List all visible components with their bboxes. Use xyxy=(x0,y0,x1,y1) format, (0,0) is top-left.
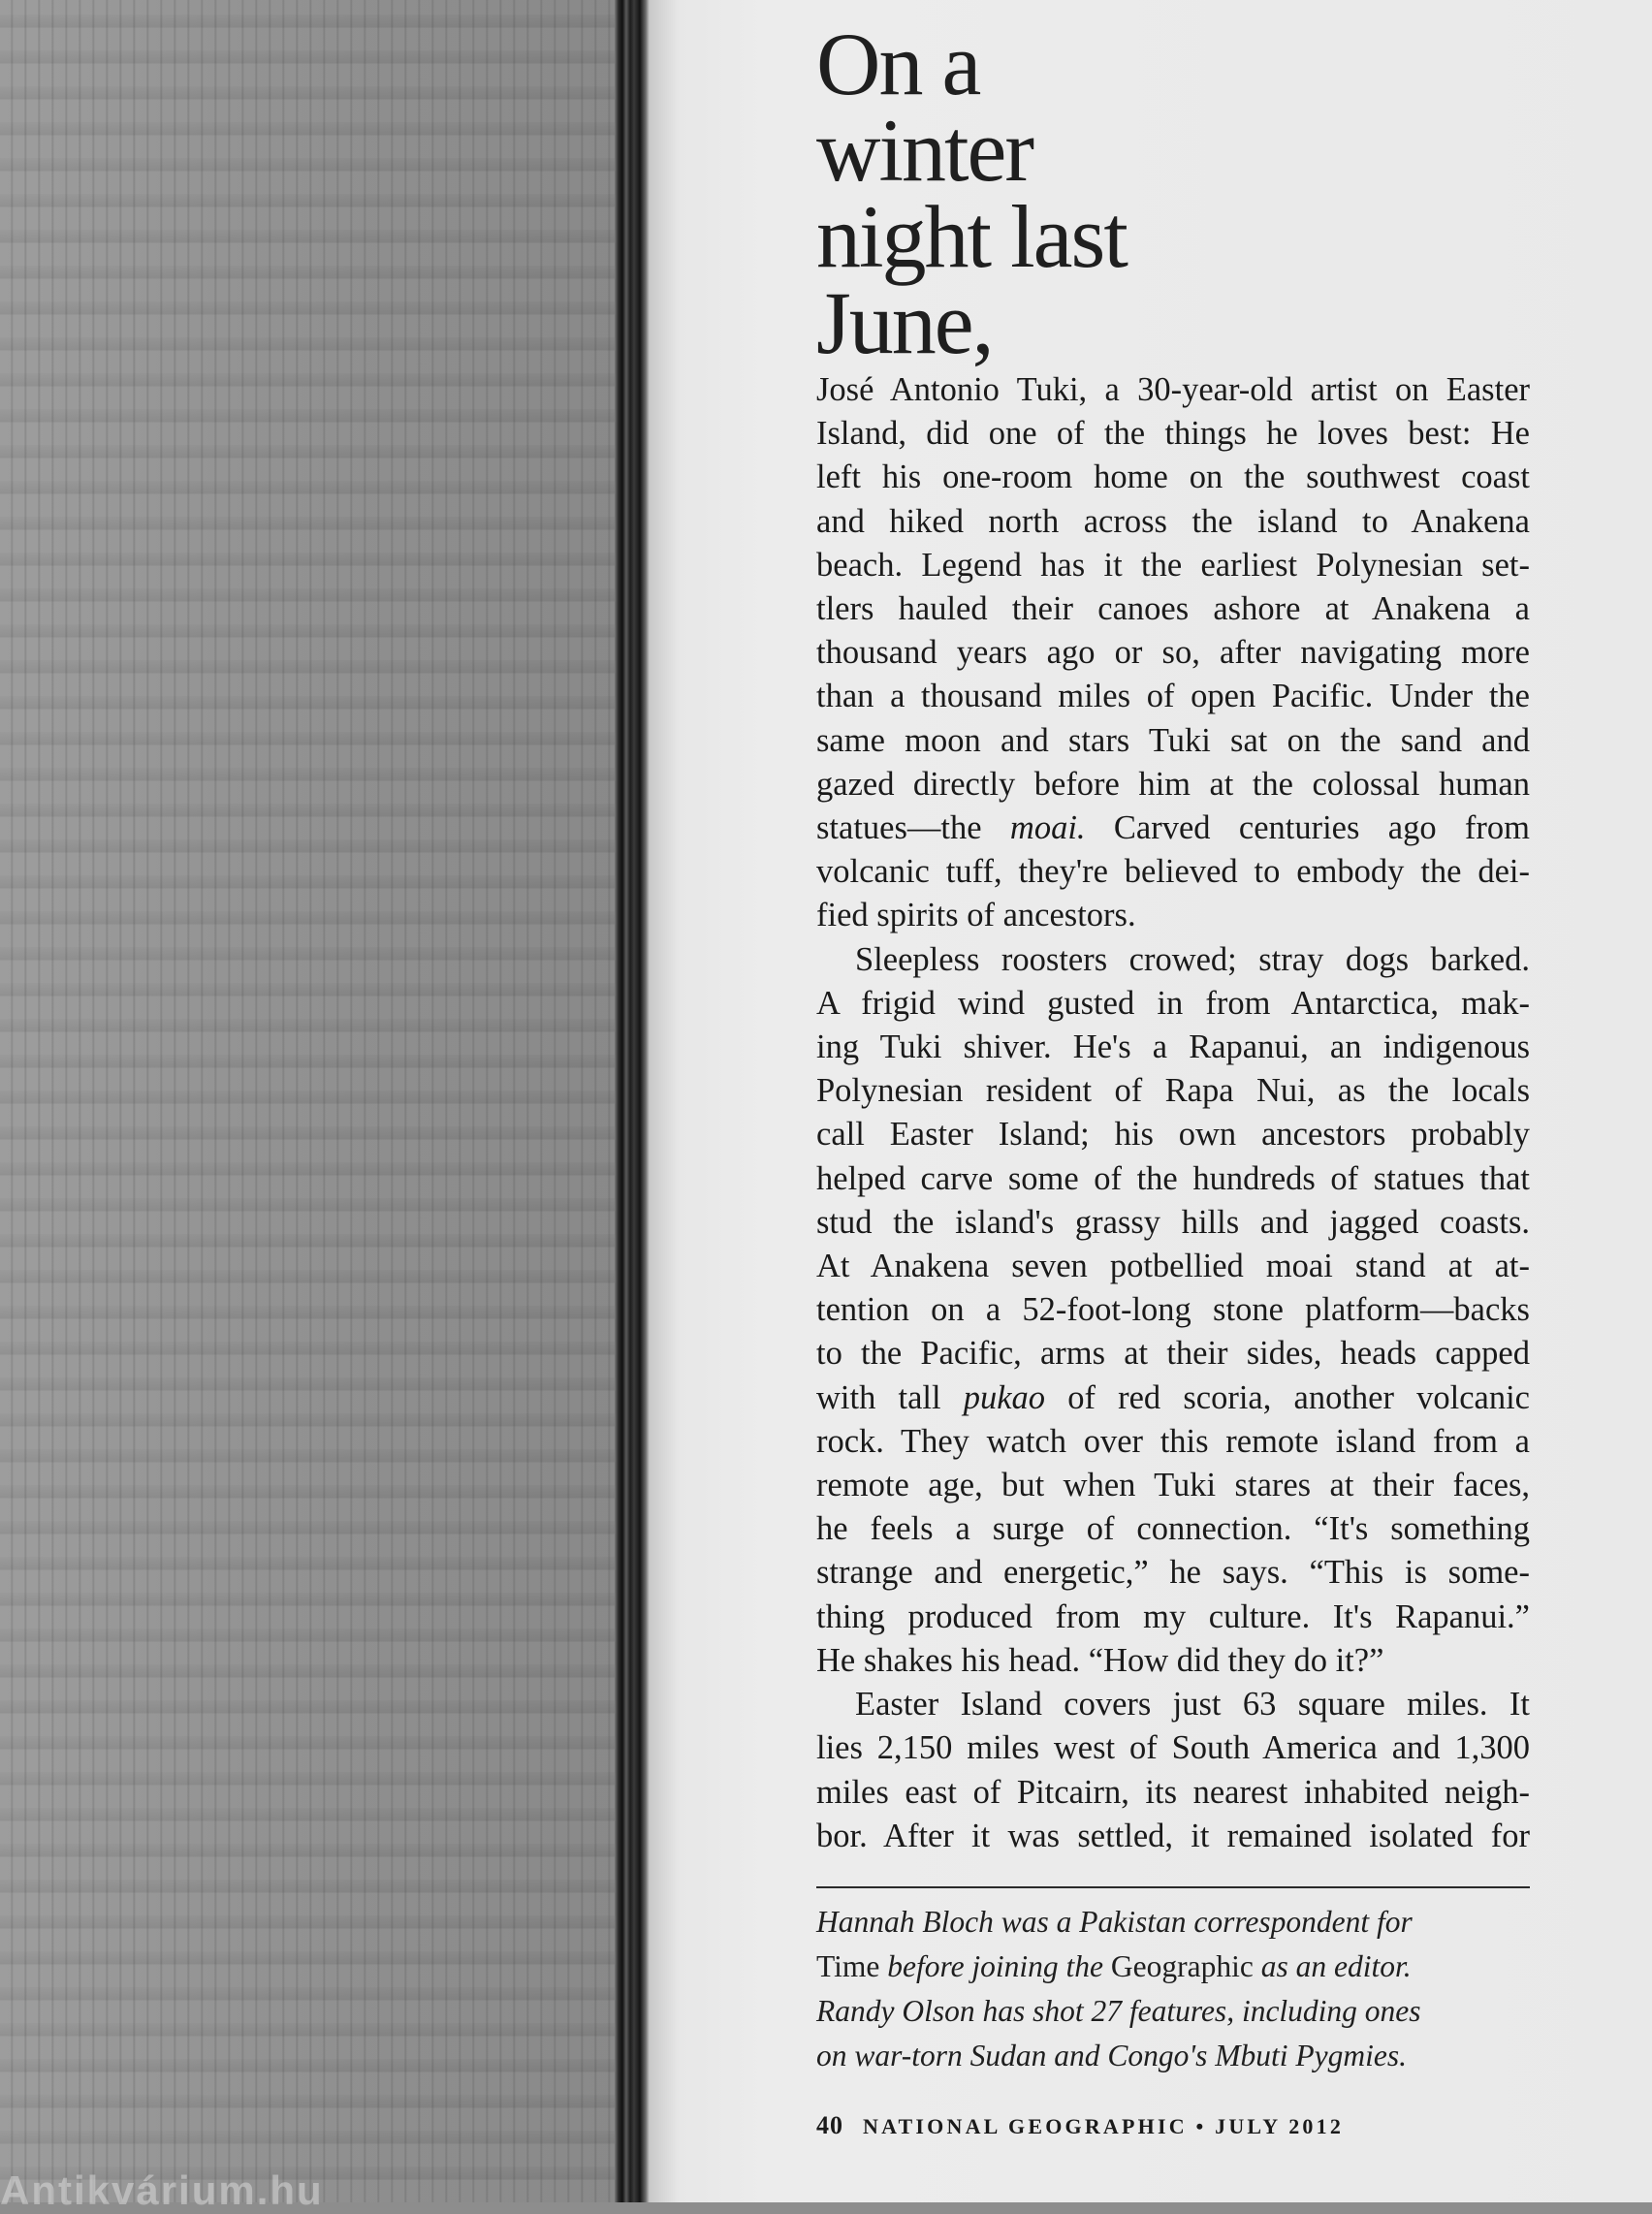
watermark: Antikvárium.hu xyxy=(0,2167,324,2213)
text-line: left his one-room home on the southwest coast xyxy=(816,459,1530,496)
credit-line xyxy=(816,1945,1530,1989)
text-line: gazed directly before him at the colossal human xyxy=(816,765,1530,803)
section-rule xyxy=(816,1886,1530,1888)
text-line: same moon and stars Tuki sat on the sand and xyxy=(816,721,1530,759)
page-footer xyxy=(816,2111,1530,2140)
text-line: strange and energetic,” he says. “This is some- xyxy=(816,1554,1530,1592)
text-line: Polynesian resident of Rapa Nui, as the locals xyxy=(816,1072,1530,1110)
headline-line: June, xyxy=(816,273,993,372)
paragraph-3 xyxy=(816,1683,1530,1858)
headline-line: winter xyxy=(816,101,1033,200)
article-body xyxy=(816,368,1530,1858)
page-number: 40 xyxy=(816,2111,843,2139)
book-gutter xyxy=(615,0,650,2202)
publication-line: NATIONAL GEOGRAPHIC • JULY 2012 xyxy=(863,2114,1345,2138)
headline xyxy=(816,15,1359,372)
text-line: miles east of Pitcairn, its nearest inhabited neigh- xyxy=(816,1773,1530,1811)
text-line: lies 2,150 miles west of South America and 1,300 xyxy=(816,1729,1530,1767)
text-line: than a thousand miles of open Pacific. Under the xyxy=(816,678,1530,715)
text-line: A frigid wind gusted in from Antarctica, mak- xyxy=(816,984,1530,1022)
text-line: volcanic tuff, they're believed to embody the dei- xyxy=(816,853,1530,891)
magazine-name: Geographic xyxy=(1110,1949,1254,1983)
text-line: Easter Island covers just 63 square miles. It xyxy=(855,1686,1530,1724)
italic-term: pukao xyxy=(963,1378,1046,1416)
credit-line: Hannah Bloch was a Pakistan correspondent for xyxy=(816,1905,1413,1939)
text-line: tention on a 52-foot-long stone platform—backs xyxy=(816,1291,1530,1329)
headline-line: night last xyxy=(816,187,1127,286)
text-line: José Antonio Tuki, a 30-year-old artist on Easter xyxy=(816,371,1530,408)
credit-text: as an editor. xyxy=(1253,1949,1412,1983)
text-line: He shakes his head. “How did they do it?” xyxy=(816,1641,1384,1679)
text-line: Island, did one of the things he loves best: He xyxy=(816,415,1530,453)
paragraph-1 xyxy=(816,368,1530,938)
credit-text: before joining the xyxy=(879,1949,1111,1983)
text-line: thousand years ago or so, after navigating more xyxy=(816,634,1530,672)
contributor-notes xyxy=(816,1900,1530,2078)
text-line: thing produced from my culture. It's Rapanui.” xyxy=(816,1597,1530,1635)
text-line: remote age, but when Tuki stares at their faces, xyxy=(816,1467,1530,1504)
text-line: ing Tuki shiver. He's a Rapanui, an indigenous xyxy=(816,1028,1530,1066)
text-line: call Easter Island; his own ancestors probably xyxy=(816,1116,1530,1154)
facing-page-texture xyxy=(0,0,620,2202)
text-line: fied spirits of ancestors. xyxy=(816,897,1136,934)
text-line: helped carve some of the hundreds of statues that xyxy=(816,1159,1530,1197)
text-line: statues—the moai. Carved centuries ago from xyxy=(816,809,1530,847)
text-line: and hiked north across the island to Anakena xyxy=(816,502,1530,540)
text-line: bor. After it was settled, it remained isolated for xyxy=(816,1817,1530,1854)
text-line: At Anakena seven potbellied moai stand at at- xyxy=(816,1248,1530,1285)
text-line: Sleepless roosters crowed; stray dogs barked. xyxy=(855,940,1530,978)
magazine-name: Time xyxy=(816,1949,880,1983)
text-line: to the Pacific, arms at their sides, heads capped xyxy=(816,1335,1530,1373)
text-line: tlers hauled their canoes ashore at Anakena a xyxy=(816,590,1530,628)
italic-term: moai. xyxy=(1009,809,1086,847)
headline-line: On a xyxy=(816,15,980,113)
text-line: rock. They watch over this remote island from a xyxy=(816,1422,1530,1460)
text-line: stud the island's grassy hills and jagged coasts. xyxy=(816,1203,1530,1241)
credit-line: on war-torn Sudan and Congo's Mbuti Pygmies. xyxy=(816,2039,1407,2072)
credit-line: Randy Olson has shot 27 features, including ones xyxy=(816,1994,1421,2028)
text-line: he feels a surge of connection. “It's something xyxy=(816,1510,1530,1548)
text-line: beach. Legend has it the earliest Polynesian set- xyxy=(816,546,1530,584)
paragraph-2 xyxy=(816,938,1530,1683)
text-line: with tall pukao of red scoria, another volcanic xyxy=(816,1378,1530,1416)
